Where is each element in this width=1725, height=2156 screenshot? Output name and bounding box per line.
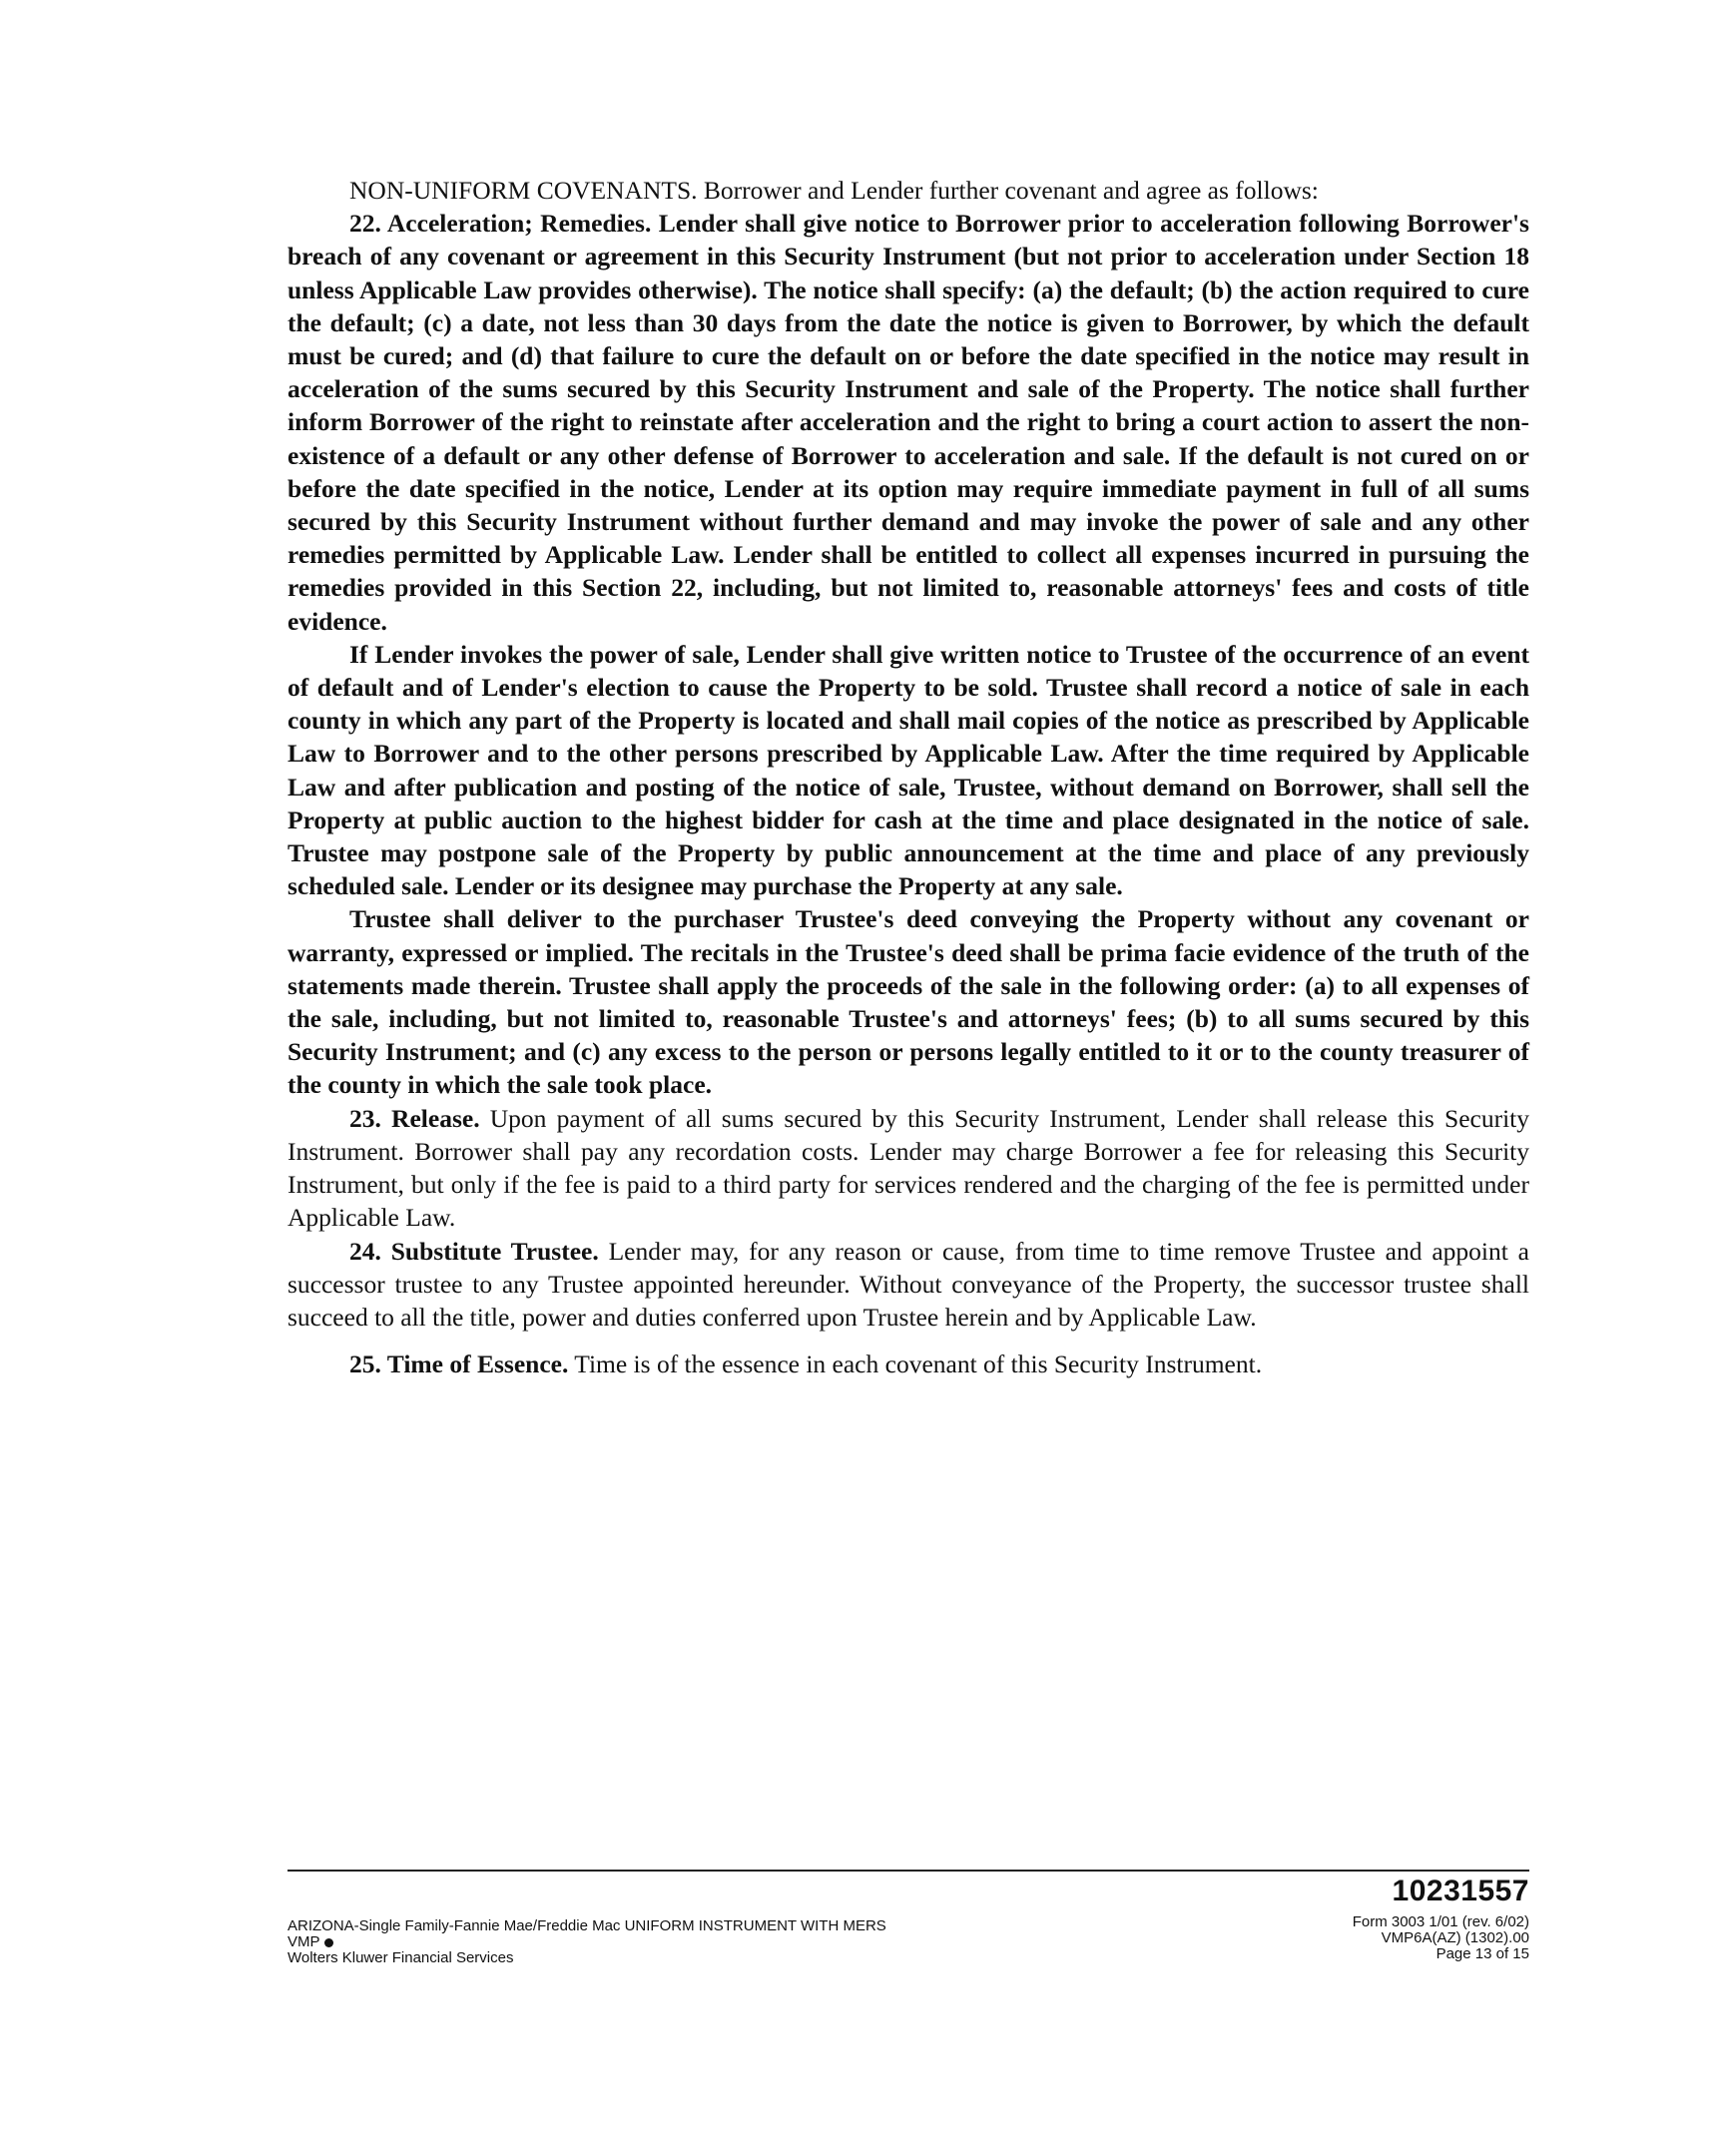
section-22-paragraph-1 <box>288 207 1529 638</box>
section-22-heading: 22. Acceleration; Remedies. <box>349 209 652 239</box>
section-22-paragraph-2: If Lender invokes the power of sale, Lender shall give written notice to Trustee of the occurrence of an event of default and of Lender's election to cause the Property to be sold. Trustee shall record a notice of sale in each county in which any part of the Property is located and shall mail copies of the notice as prescribed by Applicable Law to Borrower and to the other persons prescribed by Applicable Law. After the time required by Applicable Law and after publication and posting of the notice of sale, Trustee, without demand on Borrower, shall sell the Property at public auction to the highest bidder for cash at the time and place designated in the notice of sale. Trustee may postpone sale of the Property by public announcement at the time and place of any previously scheduled sale. Lender or its designee may purchase the Property at any sale. <box>288 639 1529 901</box>
footer-vmp-label: VMP <box>288 1933 320 1950</box>
section-23-text: Upon payment of all sums secured by this Security Instrument, Lender shall release this Security Instrument. Borrower shall pay any recordation costs. Lender may charge Borrower a fee for releasing this Security Instrument, but only if the fee is paid to a third party for services rendered and the charging of the fee is permitted under Applicable Law. <box>288 1103 1530 1233</box>
footer-publisher: Wolters Kluwer Financial Services <box>288 1949 514 1966</box>
footer-form-title: ARIZONA-Single Family-Fannie Mae/Freddie Mac UNIFORM INSTRUMENT WITH MERS <box>288 1917 886 1934</box>
section-24-paragraph <box>288 1235 1529 1335</box>
section-24-heading: 24. Substitute Trustee. <box>349 1236 599 1266</box>
footer-page-number: Page 13 of 15 <box>1436 1945 1529 1962</box>
footer-form-info <box>1353 1914 1529 1962</box>
footer-form-code: VMP6A(AZ) (1302).00 <box>1381 1929 1529 1946</box>
footer-form-number: Form 3003 1/01 (rev. 6/02) <box>1352 1913 1529 1930</box>
section-25-text: Time is of the essence in each covenant of this Security Instrument. <box>574 1349 1263 1379</box>
section-23-paragraph <box>288 1102 1529 1235</box>
intro-paragraph: NON-UNIFORM COVENANTS. Borrower and Lender further covenant and agree as follows: <box>349 176 1319 205</box>
document-number: 10231557 <box>1392 1875 1529 1907</box>
section-22-text-1: Lender shall give notice to Borrower prior to acceleration following Borrower's breach of any covenant or agreement in this Security Instrument (but not prior to acceleration under Section 18 unless Applicable Law provides otherwise). The notice shall specify: (a) the default; (b) the action required to cure the default; (c) a date, not less than 30 days from the date the notice is given to Borrower, by which the default must be cured; and (d) that failure to cure the default on or before the date specified in the notice may result in acceleration of the sums secured by this Security Instrument and sale of the Property. The notice shall further inform Borrower of the right to reinstate after acceleration and the right to bring a court action to assert the non-existence of a default or any other defense of Borrower to acceleration and sale. If the default is not cured on or before the date specified in the notice, Lender at its option may require immediate payment in full of all sums secured by this Security Instrument without further demand and may invoke the power of sale and any other remedies permitted by Applicable Law. Lender shall be entitled to collect all expenses incurred in pursuing the remedies provided in this Section 22, including, but not limited to, reasonable attorneys' fees and costs of title evidence. <box>288 209 1529 636</box>
vmp-logo-icon <box>324 1938 333 1947</box>
section-25-paragraph <box>288 1348 1529 1380</box>
footer-divider <box>288 1870 1529 1872</box>
footer-vmp-row <box>288 1934 886 1950</box>
footer-form-description <box>288 1918 886 1966</box>
section-22-paragraph-3: Trustee shall deliver to the purchaser Trustee's deed conveying the Property without any covenant or warranty, expressed or implied. The recitals in the Trustee's deed shall be prima facie evidence of the truth of the statements made therein. Trustee shall apply the proceeds of the sale in the following order: (a) to all expenses of the sale, including, but not limited to, reasonable Trustee's and attorneys' fees; (b) to all sums secured by this Security Instrument; and (c) any excess to the person or persons legally entitled to it or to the county treasurer of the county in which the sale took place. <box>288 904 1529 1100</box>
section-23-heading: 23. Release. <box>349 1103 480 1133</box>
section-24-text: Lender may, for any reason or cause, from time to time remove Trustee and appoint a successor trustee to any Trustee appointed hereunder. Without conveyance of the Property, the successor trustee shall succeed to all the title, power and duties conferred upon Trustee herein and by Applicable Law. <box>288 1236 1529 1332</box>
section-25-heading: 25. Time of Essence. <box>349 1349 569 1379</box>
document-body <box>288 174 1529 1380</box>
